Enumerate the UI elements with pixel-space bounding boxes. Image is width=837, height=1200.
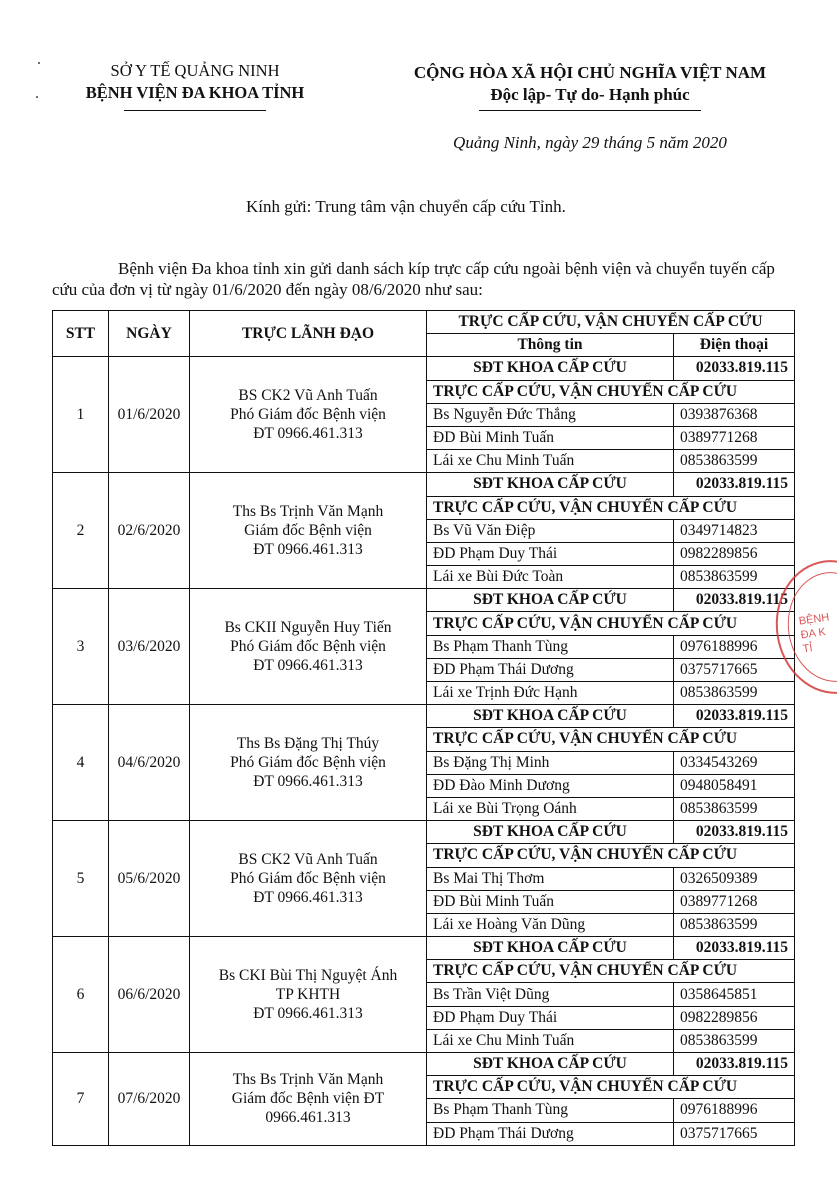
cell-staff-phone: 0982289856 [674, 1006, 795, 1029]
schedule-body [53, 357, 795, 1145]
cell-leader [190, 705, 427, 821]
national-header [360, 62, 820, 111]
cell-date: 01/6/2020 [109, 357, 190, 473]
leader-line: Bs CKII Nguyễn Huy Tiến [224, 619, 392, 637]
cell-hotline-number: 02033.819.115 [674, 821, 795, 844]
nation-line-2: Độc lập- Tự do- Hạnh phúc [490, 85, 690, 104]
cell-leader [190, 821, 427, 937]
cell-staff-name: ĐD Phạm Thái Dương [427, 658, 674, 681]
cell-leader [190, 589, 427, 705]
cell-hotline-label: SĐT KHOA CẤP CỨU [427, 705, 674, 728]
table-row [53, 937, 795, 960]
agency-header [60, 60, 330, 111]
cell-stt: 5 [53, 821, 109, 937]
cell-staff-phone: 0976188996 [674, 635, 795, 658]
table-row [53, 589, 795, 612]
cell-stt: 2 [53, 473, 109, 589]
cell-stt: 3 [53, 589, 109, 705]
cell-hotline-label: SĐT KHOA CẤP CỨU [427, 1053, 674, 1076]
leader-line: ĐT 0966.461.313 [253, 425, 363, 443]
cell-stt: 6 [53, 937, 109, 1053]
cell-staff-name: Lái xe Chu Minh Tuấn [427, 1029, 674, 1052]
cell-staff-phone: 0853863599 [674, 1029, 795, 1052]
table-row [53, 705, 795, 728]
intro-text: Bệnh viện Đa khoa tỉnh xin gửi danh sách kíp trực cấp cứu ngoài bệnh viện và chuyển tuyến cấp cứu của đơn vị từ ngày 01/6/2020 đến ngày 08/6/2020 như sau: [52, 259, 775, 299]
cell-hotline-label: SĐT KHOA CẤP CỨU [427, 937, 674, 960]
cell-staff-phone: 0982289856 [674, 542, 795, 565]
cell-date: 04/6/2020 [109, 705, 190, 821]
cell-hotline-label: SĐT KHOA CẤP CỨU [427, 821, 674, 844]
cell-stt: 4 [53, 705, 109, 821]
place-date: Quảng Ninh, ngày 29 tháng 5 năm 2020 [453, 133, 727, 152]
cell-hotline-number: 02033.819.115 [674, 1053, 795, 1076]
cell-section-title: TRỰC CẤP CỨU, VẬN CHUYỂN CẤP CỨU [427, 496, 795, 519]
cell-staff-name: Lái xe Trịnh Đức Hạnh [427, 682, 674, 705]
cell-hotline-label: SĐT KHOA CẤP CỨU [427, 473, 674, 496]
salutation: Kính gửi: Trung tâm vận chuyển cấp cứu Tỉnh. [246, 197, 566, 216]
cell-staff-name: Lái xe Bùi Trọng Oánh [427, 797, 674, 820]
cell-staff-phone: 0358645851 [674, 983, 795, 1006]
leader-line: Giám đốc Bệnh viện ĐT [231, 1090, 385, 1108]
cell-staff-phone: 0853863599 [674, 682, 795, 705]
leader-line: 0966.461.313 [265, 1109, 351, 1127]
cell-leader [190, 357, 427, 473]
cell-staff-phone: 0393876368 [674, 403, 795, 426]
col-stt-header: STT [53, 311, 109, 357]
cell-staff-phone: 0976188996 [674, 1099, 795, 1122]
col-info-header: Thông tin [427, 334, 674, 357]
cell-staff-name: Bs Nguyễn Đức Thắng [427, 403, 674, 426]
cell-date: 06/6/2020 [109, 937, 190, 1053]
leader-line: Bs CKI Bùi Thị Nguyệt Ánh [218, 967, 398, 985]
cell-staff-phone: 0326509389 [674, 867, 795, 890]
agency-line-2: BỆNH VIỆN ĐA KHOA TỈNH [85, 83, 305, 102]
cell-staff-name: ĐD Đào Minh Dương [427, 774, 674, 797]
leader-line: ĐT 0966.461.313 [253, 657, 363, 675]
cell-staff-phone: 0389771268 [674, 426, 795, 449]
cell-section-title: TRỰC CẤP CỨU, VẬN CHUYỂN CẤP CỨU [427, 844, 795, 867]
cell-staff-phone: 0948058491 [674, 774, 795, 797]
cell-hotline-number: 02033.819.115 [674, 473, 795, 496]
cell-staff-phone: 0375717665 [674, 658, 795, 681]
cell-date: 02/6/2020 [109, 473, 190, 589]
cell-hotline-label: SĐT KHOA CẤP CỨU [427, 589, 674, 612]
table-row [53, 473, 795, 496]
cell-stt: 1 [53, 357, 109, 473]
cell-leader [190, 1053, 427, 1146]
cell-staff-name: Lái xe Hoàng Văn Dũng [427, 913, 674, 936]
cell-staff-name: Bs Trần Việt Dũng [427, 983, 674, 1006]
nation-underline [479, 110, 701, 111]
cell-staff-phone: 0334543269 [674, 751, 795, 774]
cell-leader [190, 473, 427, 589]
table-row [53, 821, 795, 844]
cell-hotline-label: SĐT KHOA CẤP CỨU [427, 357, 674, 380]
cell-section-title: TRỰC CẤP CỨU, VẬN CHUYỂN CẤP CỨU [427, 612, 795, 635]
leader-line: ĐT 0966.461.313 [253, 541, 363, 559]
cell-date: 03/6/2020 [109, 589, 190, 705]
cell-staff-phone: 0853863599 [674, 797, 795, 820]
table-row [53, 1053, 795, 1076]
intro-paragraph [52, 258, 804, 300]
cell-date: 07/6/2020 [109, 1053, 190, 1146]
cell-staff-phone: 0853863599 [674, 913, 795, 936]
cell-hotline-number: 02033.819.115 [674, 937, 795, 960]
leader-line: ĐT 0966.461.313 [253, 773, 363, 791]
col-leader-header: TRỰC LÃNH ĐẠO [190, 311, 427, 357]
cell-hotline-number: 02033.819.115 [674, 589, 795, 612]
leader-line: ĐT 0966.461.313 [253, 889, 363, 907]
cell-staff-name: Bs Đặng Thị Minh [427, 751, 674, 774]
table-header-row [53, 311, 795, 334]
cell-staff-name: Lái xe Bùi Đức Toàn [427, 566, 674, 589]
cell-staff-phone: 0375717665 [674, 1122, 795, 1145]
leader-line: Phó Giám đốc Bệnh viện [230, 406, 386, 424]
cell-hotline-number: 02033.819.115 [674, 357, 795, 380]
cell-staff-phone: 0853863599 [674, 566, 795, 589]
cell-section-title: TRỰC CẤP CỨU, VẬN CHUYỂN CẤP CỨU [427, 960, 795, 983]
duty-schedule-table [52, 310, 795, 1146]
table-row [53, 357, 795, 380]
seal-text-line: TỈ [801, 642, 814, 656]
cell-section-title: TRỰC CẤP CỨU, VẬN CHUYỂN CẤP CỨU [427, 380, 795, 403]
leader-line: TP KHTH [275, 986, 341, 1004]
cell-staff-name: ĐD Phạm Duy Thái [427, 542, 674, 565]
cell-staff-name: Bs Phạm Thanh Tùng [427, 1099, 674, 1122]
leader-line: Ths Bs Trịnh Văn Mạnh [232, 1071, 384, 1089]
cell-staff-name: ĐD Bùi Minh Tuấn [427, 890, 674, 913]
cell-staff-name: Bs Vũ Văn Điệp [427, 519, 674, 542]
leader-line: BS CK2 Vũ Anh Tuấn [238, 387, 378, 405]
agency-line-1: SỞ Y TẾ QUẢNG NINH [110, 61, 280, 80]
nation-line-1: CỘNG HÒA XÃ HỘI CHỦ NGHĨA VIỆT NAM [413, 63, 767, 82]
cell-staff-phone: 0389771268 [674, 890, 795, 913]
cell-leader [190, 937, 427, 1053]
leader-line: Phó Giám đốc Bệnh viện [230, 638, 386, 656]
cell-staff-name: Bs Mai Thị Thơm [427, 867, 674, 890]
cell-staff-name: ĐD Phạm Duy Thái [427, 1006, 674, 1029]
cell-date: 05/6/2020 [109, 821, 190, 937]
agency-underline [124, 110, 266, 111]
col-date-header: NGÀY [109, 311, 190, 357]
cell-section-title: TRỰC CẤP CỨU, VẬN CHUYỂN CẤP CỨU [427, 1076, 795, 1099]
cell-staff-name: ĐD Bùi Minh Tuấn [427, 426, 674, 449]
leader-line: ĐT 0966.461.313 [253, 1005, 363, 1023]
cell-staff-phone: 0853863599 [674, 450, 795, 473]
cell-staff-name: Bs Phạm Thanh Tùng [427, 635, 674, 658]
cell-staff-phone: 0349714823 [674, 519, 795, 542]
seal-text [798, 611, 834, 657]
leader-line: Phó Giám đốc Bệnh viện [230, 870, 386, 888]
cell-staff-name: Lái xe Chu Minh Tuấn [427, 450, 674, 473]
leader-line: Ths Bs Đặng Thị Thúy [236, 735, 380, 753]
leader-line: Giám đốc Bệnh viện [244, 522, 372, 540]
cell-hotline-number: 02033.819.115 [674, 705, 795, 728]
scan-speck [38, 62, 40, 64]
seal-text-line: ĐA K [800, 626, 827, 642]
seal-text-line: BỆNH [798, 611, 831, 628]
col-group-header: TRỰC CẤP CỨU, VẬN CHUYỂN CẤP CỨU [427, 311, 795, 334]
leader-line: Ths Bs Trịnh Văn Mạnh [232, 503, 384, 521]
cell-section-title: TRỰC CẤP CỨU, VẬN CHUYỂN CẤP CỨU [427, 728, 795, 751]
col-phone-header: Điện thoại [674, 334, 795, 357]
leader-line: Phó Giám đốc Bệnh viện [230, 754, 386, 772]
cell-staff-name: ĐD Phạm Thái Dương [427, 1122, 674, 1145]
scan-speck [36, 96, 38, 98]
leader-line: BS CK2 Vũ Anh Tuấn [238, 851, 378, 869]
cell-stt: 7 [53, 1053, 109, 1146]
